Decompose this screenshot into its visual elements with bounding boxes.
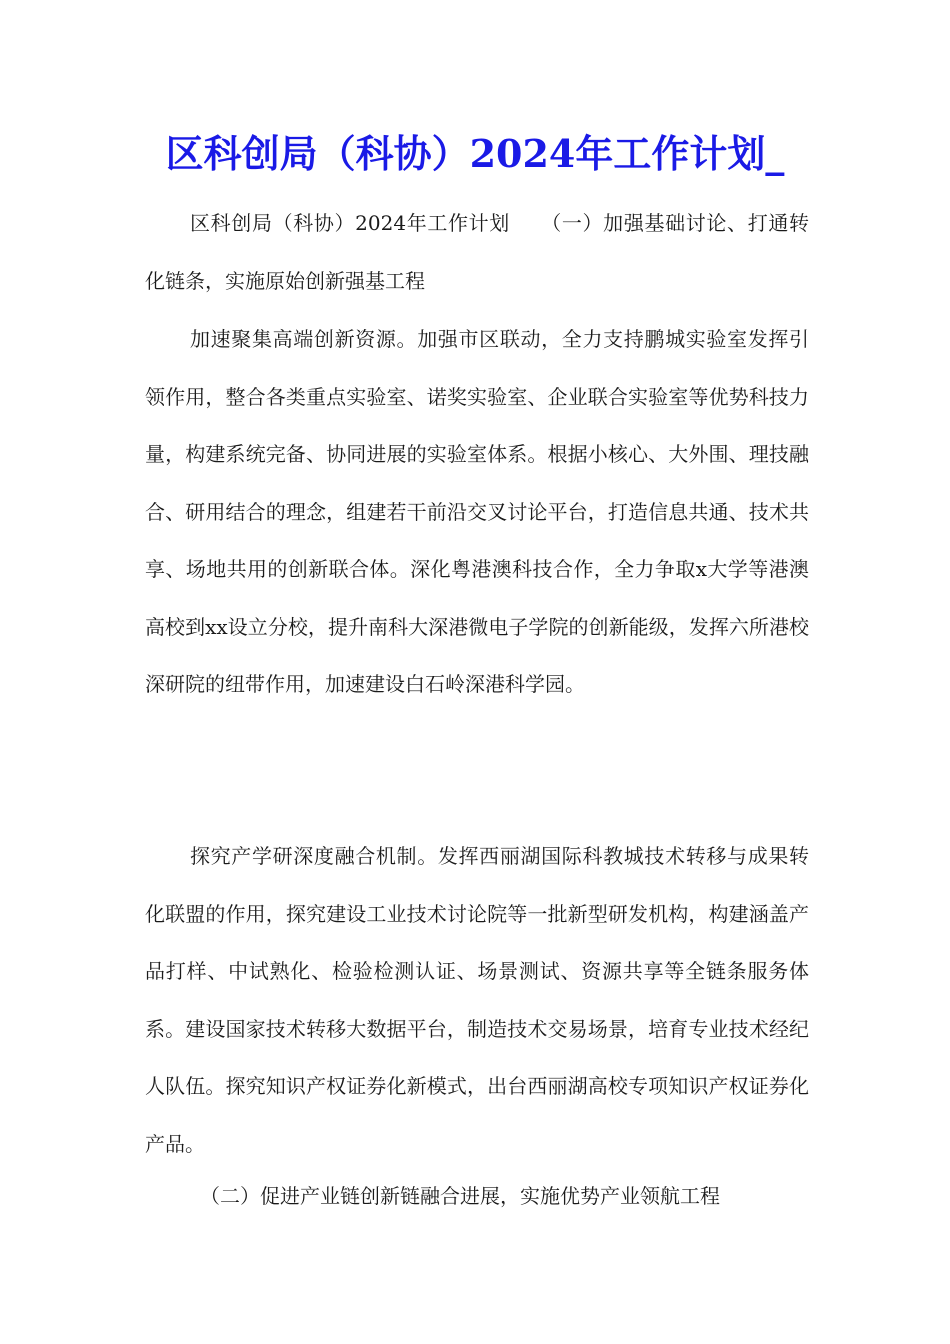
document-title: 区科创局（科协）2024年工作计划_ [165,131,785,176]
paragraph-industry-research: 探究产学研深度融合机制。发挥西丽湖国际科教城技术转移与成果转化联盟的作用，探究建设工业技术讨论院等一批新型研发机构，构建涵盖产品打样、中试熟化、检验检测认证、场景测试、资源共享等全链条服务体系。建设国家技术转移大数据平台，制造技术交易场景，培育专业技术经纪人队伍。探究知识产权证券化新模式，出台西丽湖高校专项知识产权证券化产品。 [145,844,809,1156]
section-heading-two: （二）促进产业链创新链融合进展，实施优势产业领航工程 [200,1184,720,1208]
paragraph-innovation-resources: 加速聚集高端创新资源。加强市区联动，全力支持鹏城实验室发挥引领作用，整合各类重点实验室、诺奖实验室、企业联合实验室等优势科技力量，构建系统完备、协同进展的实验室体系。根据小核心、大外围、理技融合、研用结合的理念，组建若干前沿交叉讨论平台，打造信息共通、技术共享、场地共用的创新联合体。深化粤港澳科技合作，全力争取x大学等港澳高校到xx设立分校，提升南科大深港微电子学院的创新能级，发挥六所港校深研院的纽带作用，加速建设白石岭深港科学园。 [145,327,809,696]
paragraph-intro: 区科创局（科协）2024年工作计划 （一）加强基础讨论、打通转化链条，实施原始创新强基工程 [145,211,809,293]
